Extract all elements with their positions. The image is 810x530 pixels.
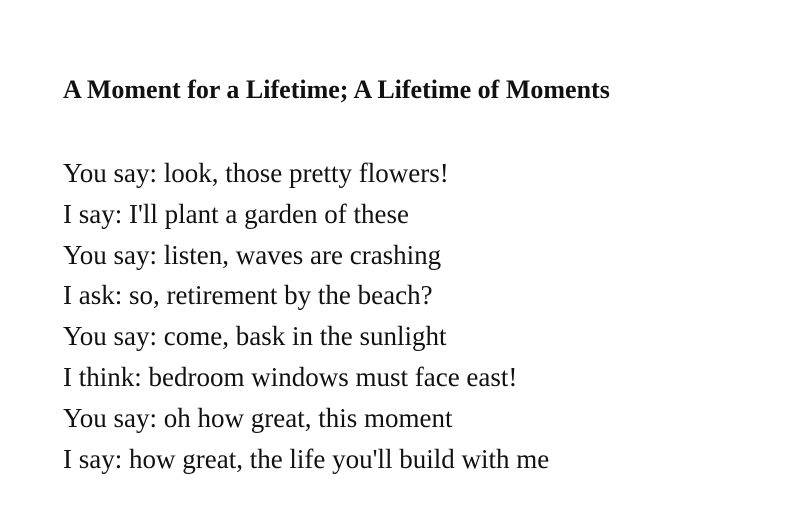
poem-line: You say: look, those pretty flowers! (63, 158, 449, 188)
poem-line: I say: I'll plant a garden of these (63, 198, 409, 229)
poem-body (63, 153, 793, 479)
poem (63, 71, 793, 479)
poem-line: I ask: so, retirement by the beach? (63, 280, 433, 311)
poem-line: I think: bedroom windows must face east! (63, 361, 518, 392)
poem-title: A Moment for a Lifetime; A Lifetime of Moments (63, 75, 610, 104)
poem-line: You say: listen, waves are crashing (63, 239, 442, 270)
poem-line: You say: come, bask in the sunlight (63, 321, 447, 352)
poem-line: You say: oh how great, this moment (63, 402, 453, 433)
poem-line: I say: how great, the life you'll build with me (63, 443, 550, 474)
